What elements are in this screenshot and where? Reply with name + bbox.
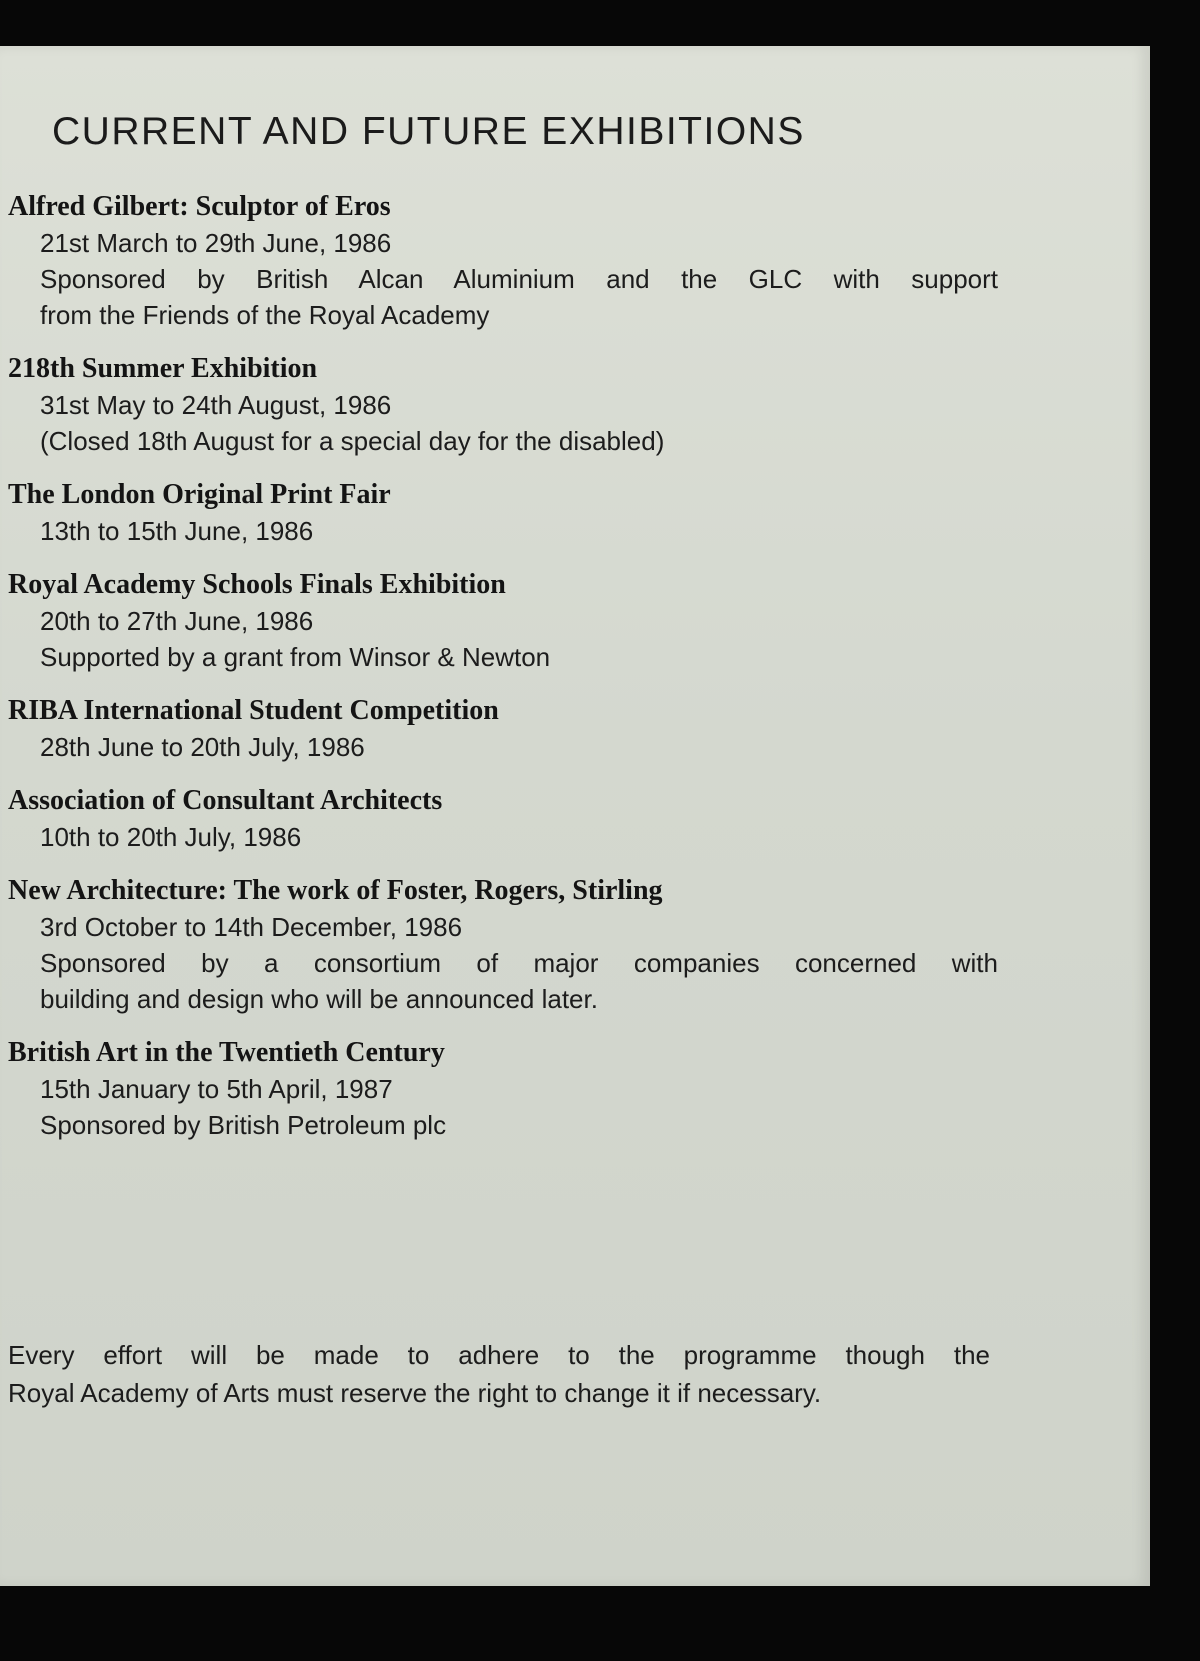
- exhibition-entry: [8, 351, 998, 459]
- exhibition-dates: 15th January to 5th April, 1987: [40, 1074, 393, 1104]
- exhibition-sponsor-line: Sponsored by British Alcan Aluminium and the GLC with support: [40, 264, 998, 294]
- exhibition-dates: 10th to 20th July, 1986: [40, 822, 302, 852]
- exhibition-sponsor-line: Sponsored by British Petroleum plc: [40, 1110, 447, 1140]
- exhibition-dates: 20th to 27th June, 1986: [40, 606, 314, 636]
- page-title: CURRENT AND FUTURE EXHIBITIONS: [52, 110, 805, 153]
- exhibition-sponsor-line: building and design who will be announced later.: [40, 984, 598, 1014]
- programme-disclaimer: [8, 1336, 990, 1412]
- document-page: [0, 46, 1150, 1586]
- exhibition-title: 218th Summer Exhibition: [8, 353, 318, 384]
- disclaimer-line: Every effort will be made to adhere to the programme though the: [8, 1340, 990, 1370]
- exhibition-sponsor-line: Sponsored by a consortium of major companies concerned with: [40, 948, 998, 978]
- exhibition-title: RIBA International Student Competition: [8, 695, 499, 726]
- exhibition-sponsor-line: from the Friends of the Royal Academy: [40, 300, 490, 330]
- exhibition-title: The London Original Print Fair: [8, 479, 391, 510]
- exhibition-entry: [8, 873, 998, 1017]
- exhibition-title: Royal Academy Schools Finals Exhibition: [8, 569, 506, 600]
- exhibition-dates: 21st March to 29th June, 1986: [40, 228, 392, 258]
- exhibition-dates: 31st May to 24th August, 1986: [40, 390, 392, 420]
- exhibition-title: New Architecture: The work of Foster, Rogers, Stirling: [8, 875, 663, 906]
- exhibition-entry: [8, 693, 998, 765]
- exhibition-note: (Closed 18th August for a special day for the disabled): [40, 426, 665, 456]
- exhibition-dates: 13th to 15th June, 1986: [40, 516, 314, 546]
- exhibition-entry: [8, 189, 998, 333]
- exhibition-sponsor-line: Supported by a grant from Winsor & Newton: [40, 642, 551, 672]
- exhibition-entry: [8, 477, 998, 549]
- disclaimer-line: Royal Academy of Arts must reserve the right to change it if necessary.: [8, 1378, 822, 1408]
- exhibition-title: British Art in the Twentieth Century: [8, 1037, 445, 1068]
- exhibition-entry: [8, 1035, 998, 1143]
- exhibition-title: Alfred Gilbert: Sculptor of Eros: [8, 191, 391, 222]
- exhibition-entry: [8, 567, 998, 675]
- exhibition-entry: [8, 783, 998, 855]
- exhibition-title: Association of Consultant Architects: [8, 785, 443, 816]
- exhibition-list: [8, 189, 998, 1161]
- exhibition-dates: 3rd October to 14th December, 1986: [40, 912, 463, 942]
- exhibition-dates: 28th June to 20th July, 1986: [40, 732, 365, 762]
